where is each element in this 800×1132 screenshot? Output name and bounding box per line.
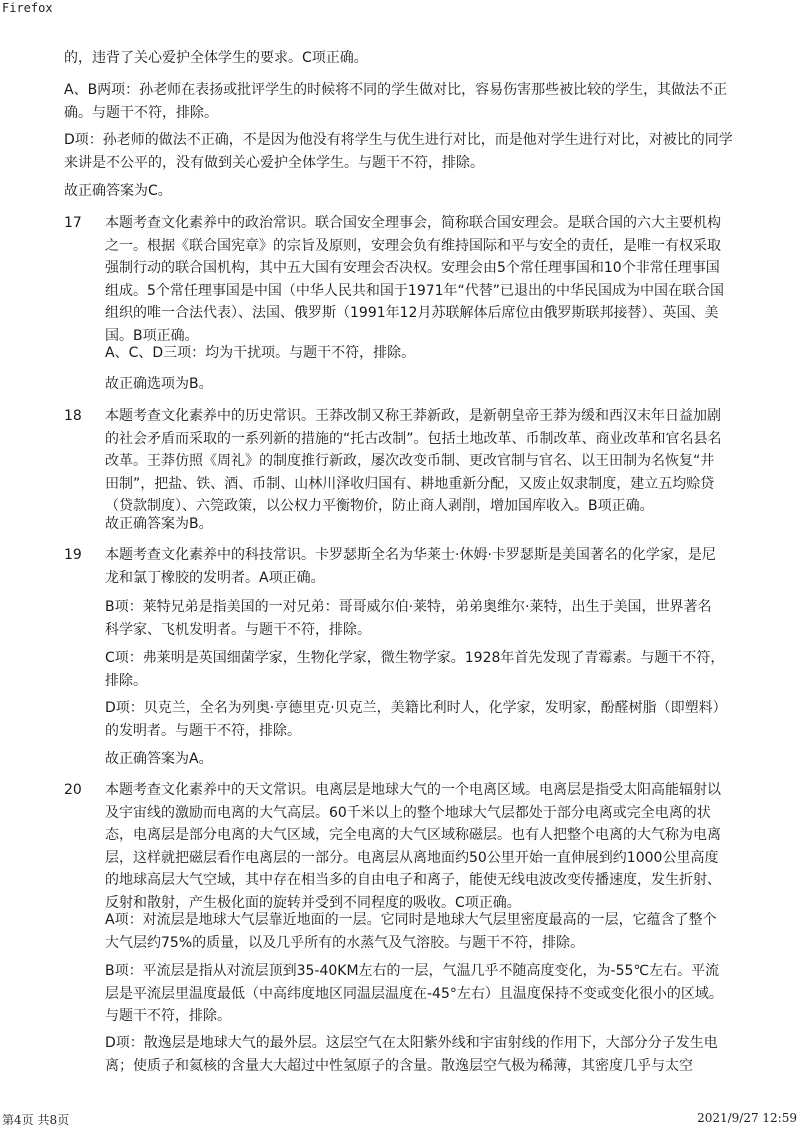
window-title: Firefox	[2, 1, 53, 15]
question-20-option-a: A项：对流层是地球大气层靠近地面的一层。它同时是地球大气层里密度最高的一层，它蕴含了整个大气层约75%的质量，以及几乎所有的水蒸气及气溶胶。与题干不符，排除。	[105, 912, 717, 951]
intro-paragraph-1: 的，违背了关心爱护全体学生的要求。C项正确。	[64, 50, 368, 66]
question-number-17: 17	[64, 215, 82, 231]
intro-answer: 故正确答案为C。	[64, 183, 172, 199]
print-datetime: 2021/9/27 12:59	[697, 1111, 797, 1125]
question-19-answer: 故正确答案为A。	[105, 751, 213, 767]
question-18-answer: 故正确答案为B。	[105, 516, 213, 532]
intro-paragraph-3: D项：孙老师的做法不正确，不是因为他没有将学生与优生进行对比，而是他对学生进行对比，对被比的同学来讲是不公平的，没有做到关心爱护全体学生。与题干不符，排除。	[64, 132, 733, 171]
intro-paragraph-2: A、B两项：孙老师在表扬或批评学生的时候将不同的学生做对比，容易伤害那些被比较的学生，其做法不正确。与题干不符，排除。	[64, 82, 728, 121]
question-20-option-d: D项：散逸层是地球大气的最外层。这层空气在太阳紫外线和宇宙射线的作用下，大部分分子发生电离；使质子和氦核的含量大大超过中性氢原子的含量。散逸层空气极为稀薄，其密度几乎与太空	[105, 1035, 718, 1074]
question-number-19: 19	[64, 547, 82, 563]
question-20-option-b: B项：平流层是指从对流层顶到35-40KM左右的一层，气温几乎不随高度变化，为-55℃左右。平流层是平流层里温度最低（中高纬度地区同温层温度在-45°左右）且温度保持不变或变化很小的区域。与题干不符，排除。	[105, 963, 723, 1024]
question-19-option-d: D项：贝克兰，全名为列奥·亨德里克·贝克兰，美籍比利时人，化学家，发明家，酚醛树脂（即塑料）的发明者。与题干不符，排除。	[105, 700, 720, 739]
question-19-explanation: 本题考查文化素养中的科技常识。卡罗瑟斯全名为华莱士·休姆·卡罗瑟斯是美国著名的化学家，是尼龙和氯丁橡胶的发明者。A项正确。	[105, 547, 716, 586]
question-19-option-b: B项：莱特兄弟是指美国的一对兄弟：哥哥威尔伯·莱特，弟弟奥维尔·莱特，出生于美国，世界著名科学家、飞机发明者。与题干不符，排除。	[105, 599, 712, 638]
question-19-option-c: C项：弗莱明是英国细菌学家，生物化学家，微生物学家。1928年首先发现了青霉素。与题干不符，排除。	[105, 650, 725, 689]
question-20-explanation: 本题考查文化素养中的天文常识。电离层是地球大气的一个电离区域。电离层是指受太阳高能辐射以及宇宙线的激励而电离的大气高层。60千米以上的整个地球大气层都处于部分电离或完全电离的状态，电离层是部分电离的大气区域，完全电离的大气区域称磁层。也有人把整个电离的大气称为电离层，这样就把磁层看作电离层的一部分。电离层从离地面约50公里开始一直伸展到约1000公里高度的地球高层大气空域，其中存在相当多的自由电子和离子，能使无线电波改变传播速度，发生折射、反射和散射，产生极化面的旋转并受到不同程度的吸收。C项正确。	[105, 782, 721, 911]
question-number-18: 18	[64, 408, 82, 424]
question-17-option-note: A、C、D三项：均为干扰项。与题干不符，排除。	[105, 345, 416, 361]
page-counter: 第4页 共8页	[2, 1113, 70, 1127]
question-number-20: 20	[64, 782, 82, 798]
question-17-answer: 故正确选项为B。	[105, 376, 213, 392]
question-17-explanation: 本题考查文化素养中的政治常识。联合国安全理事会，简称联合国安理会。是联合国的六大主要机构之一。根据《联合国宪章》的宗旨及原则，安理会负有维持国际和平与安全的责任，是唯一有权采取强制行动的联合国机构，其中五大国有安理会否决权。安理会由5个常任理事国和10个非常任理事国组成。5个常任理事国是中国（中华人民共和国于1971年“代替”已退出的中华民国成为中国在联合国组织的唯一合法代表）、法国、俄罗斯（1991年12月苏联解体后席位由俄罗斯联邦接替）、英国、美国。B项正确。	[105, 215, 725, 344]
question-18-explanation: 本题考查文化素养中的历史常识。王莽改制又称王莽新政，是新朝皇帝王莽为缓和西汉末年日益加剧的社会矛盾而采取的一系列新的措施的“托古改制”。包括土地改革、币制改革、商业改革和官名县名改革。王莽仿照《周礼》的制度推行新政，屡次改变币制、更改官制与官名、以王田制为名恢复“井田制”，把盐、铁、酒、币制、山林川泽收归国有、耕地重新分配，又废止奴隶制度，建立五均赊贷（贷款制度）、六筦政策，以公权力平衡物价，防止商人剥削，增加国库收入。B项正确。	[105, 408, 722, 514]
